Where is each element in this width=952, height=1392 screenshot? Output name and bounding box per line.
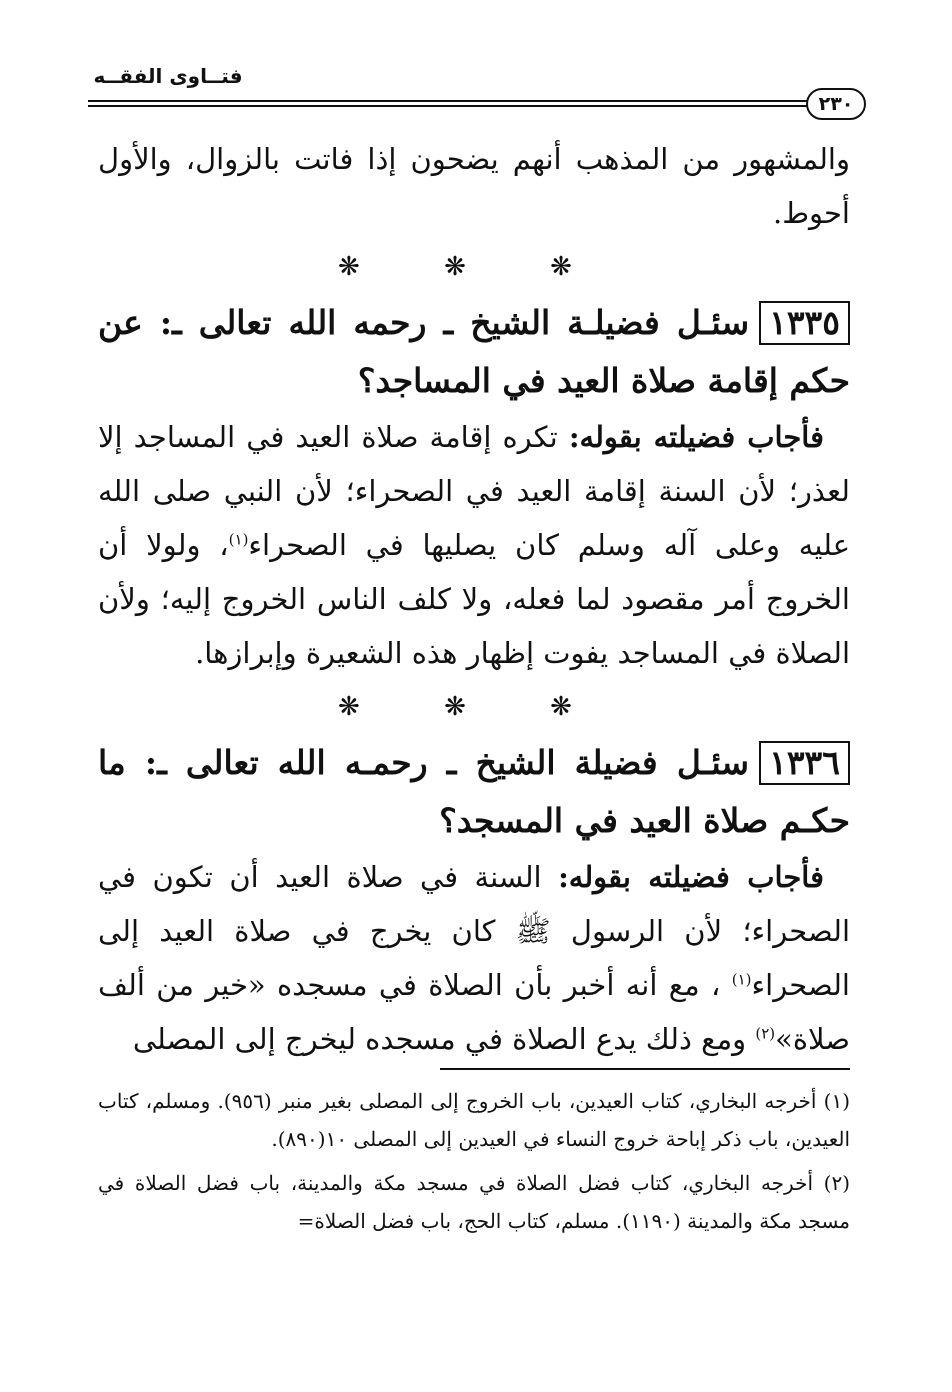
answer-lead: فأجاب فضيلته بقوله:	[558, 860, 824, 894]
answer-text: ، ولولا أن الخروج أمر مقصود لما فعله، ولا كلف الناس الخروج إليه؛ ولأن الصلاة في المساجد يفوت إظهار هذه الشعيرة وإبرازها.	[98, 528, 850, 670]
section-separator: ❋ ❋ ❋	[338, 692, 610, 722]
footnote-separator	[440, 1068, 850, 1070]
question-text: سئـل فضيلـة الشيخ ـ رحمه الله تعالى ـ: عن حكم إقامة صلاة العيد في المساجد؟	[98, 303, 850, 400]
question-1335	[98, 294, 850, 410]
answer-lead: فأجاب فضيلته بقوله:	[568, 420, 825, 454]
section-separator: ❋ ❋ ❋	[338, 252, 610, 282]
answer-text: ، مع أنه أخبر بأن الصلاة في مسجده «خير من ألف صلاة»	[98, 968, 850, 1056]
continuation-paragraph: والمشهور من المذهب أنهم يضحون إذا فاتت بالزوال، والأول أحوط.	[98, 142, 850, 230]
answer-text: ومع ذلك يدع الصلاة في مسجده ليخرج إلى المصلى	[132, 1022, 756, 1056]
footnote-ref[interactable]: (٢)	[755, 1024, 776, 1043]
question-1336	[98, 734, 850, 850]
footnote-ref[interactable]: (١)	[228, 530, 249, 549]
answer-text: تكره إقامة صلاة العيد في المساجد إلا لعذر؛ لأن السنة إقامة العيد في الصحراء؛ لأن النبي صلى الله عليه وعلى آله وسلم كان يصليها في الصحراء	[98, 420, 850, 562]
answer-text: السنة في صلاة العيد أن تكون في الصحراء؛ لأن الرسول ﷺ كان يخرج في صلاة العيد إلى الصحراء	[98, 860, 850, 1002]
footnotes	[98, 1082, 850, 1246]
page-body	[98, 132, 850, 1066]
question-number-box: ١٣٣٦	[759, 741, 850, 785]
question-text: سئـل فضيلة الشيخ ـ رحمـه الله تعالى ـ: ما حكـم صلاة العيد في المسجد؟	[98, 743, 850, 840]
footnote-1: (١) أخرجه البخاري، كتاب العيدين، باب الخروج إلى المصلى بغير منبر (٩٥٦). ومسلم، كتاب العيدين، باب ذكر إباحة خروج النساء في العيدين إلى المصلى ١٠(٨٩٠).	[98, 1089, 851, 1151]
question-number-box: ١٣٣٥	[759, 301, 850, 345]
header-rule-secondary	[88, 105, 808, 107]
page-number: ٢٣٠	[806, 88, 866, 120]
footnote-ref[interactable]: (١)	[731, 970, 752, 989]
header-rule	[88, 100, 808, 102]
footnote-2: (٢) أخرجه البخاري، كتاب فضل الصلاة في مسجد مكة والمدينة، باب فضل الصلاة في مسجد مكة والمدينة (١١٩٠). مسلم، كتاب الحج، باب فضل الصلاة=	[98, 1171, 850, 1233]
answer-1336	[98, 850, 850, 1066]
answer-1335	[98, 410, 850, 680]
running-title: فتــاوى الفقــه	[93, 64, 243, 88]
